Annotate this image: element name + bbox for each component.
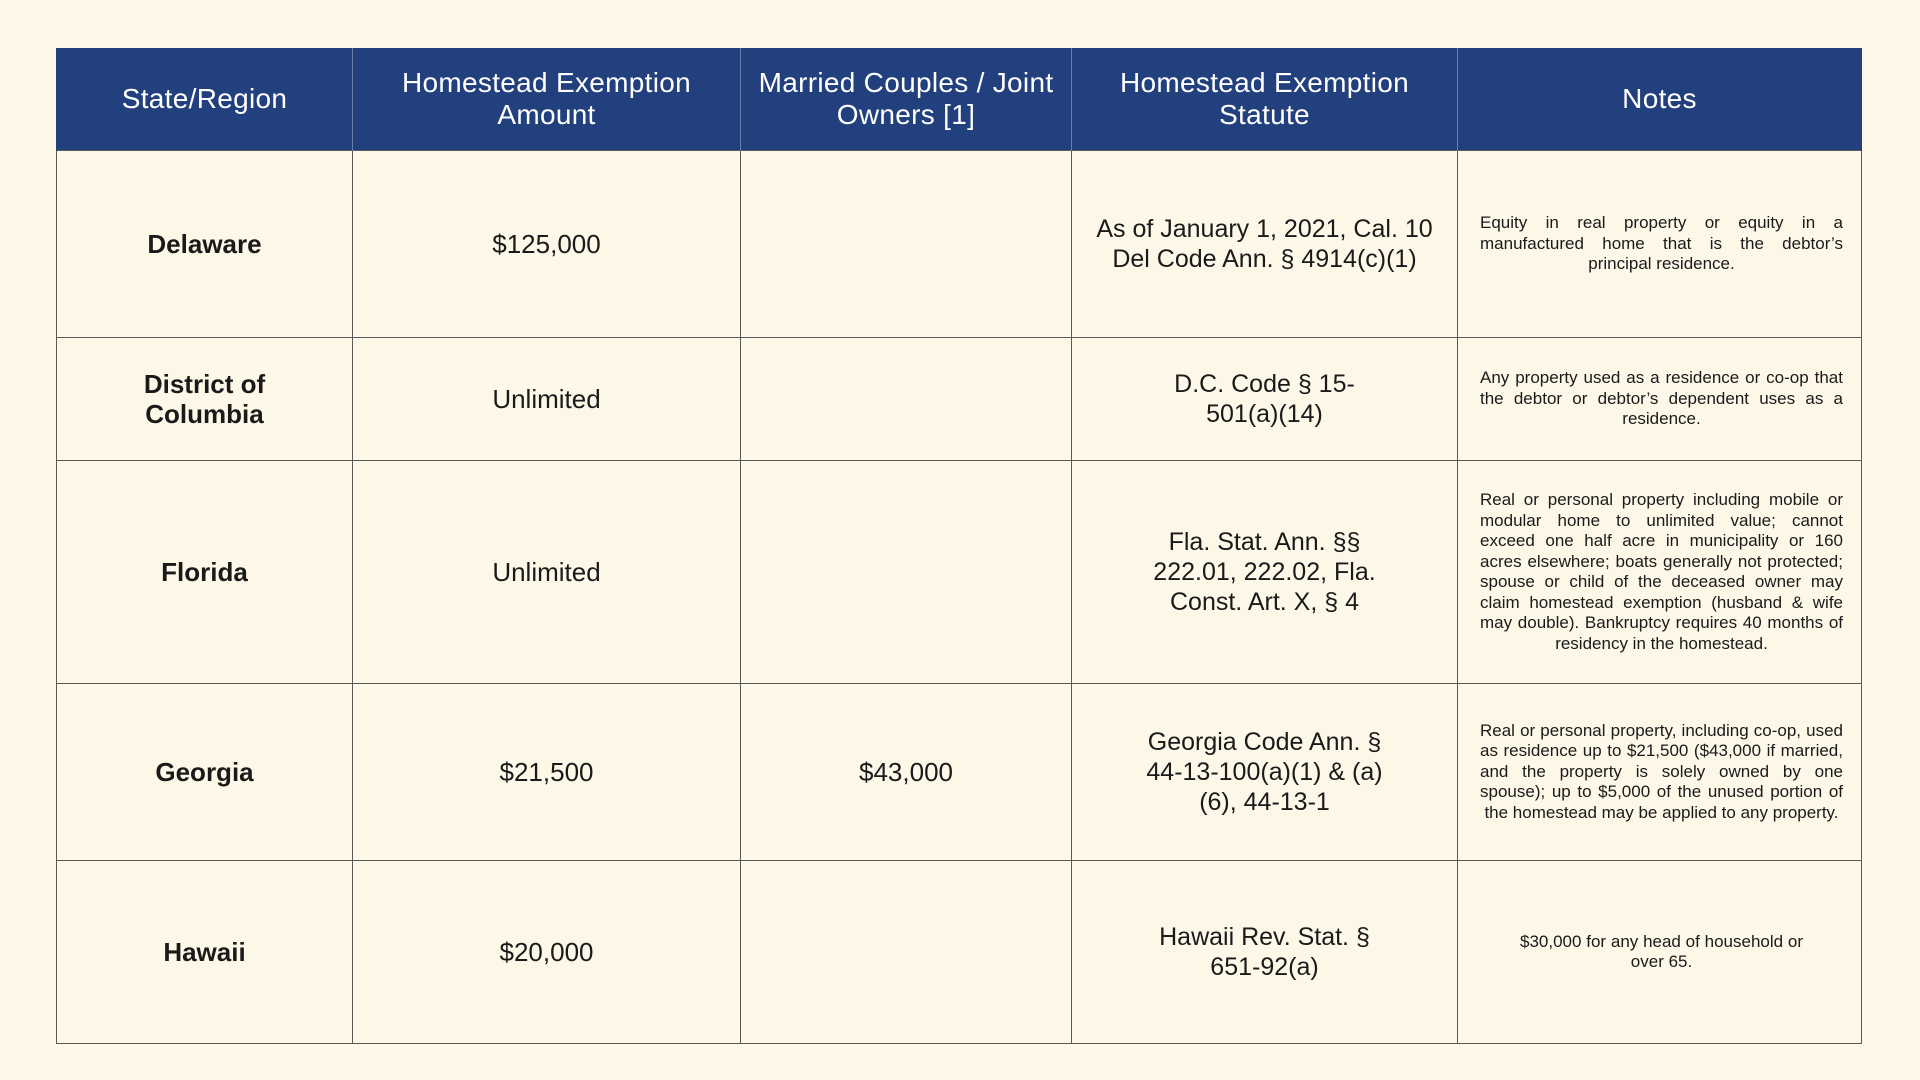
notes-cell — [1458, 684, 1862, 861]
statute-cell — [1072, 461, 1458, 684]
state-cell — [57, 684, 353, 861]
header-exemption-statute: Homestead Exemption Statute — [1072, 48, 1458, 151]
notes-text: Real or personal property, including co-op, used as residence up to $21,500 ($43,000 if married, and the property is solely owned by one spouse); up to $5,000 of the unused portion of the homestead may be applied to any property. — [1480, 720, 1843, 822]
state-cell — [57, 461, 353, 684]
notes-cell — [1458, 151, 1862, 338]
state-name: Hawaii — [163, 937, 246, 967]
header-exemption-amount: Homestead Exemption Amount — [353, 48, 741, 151]
married-cell: $43,000 — [741, 684, 1072, 861]
amount-cell: Unlimited — [353, 338, 741, 461]
table-header — [57, 48, 1862, 151]
notes-cell — [1458, 338, 1862, 461]
statute-cell — [1072, 861, 1458, 1044]
state-name: Florida — [161, 557, 248, 587]
notes-text: Equity in real property or equity in a manufactured home that is the debtor’s principal residence. — [1480, 213, 1843, 274]
married-cell — [741, 151, 1072, 338]
state-cell — [57, 151, 353, 338]
notes-text: $30,000 for any head of household or over 65. — [1520, 931, 1803, 971]
notes-text: Real or personal property including mobile or modular home to unlimited value; cannot exceed one half acre in municipality or 160 acres elsewhere; boats generally not protected; spouse or child of the deceased owner may claim homestead exemption (husband & wife may double). Bankruptcy requires 40 months of residency in the homestead. — [1480, 490, 1843, 653]
table-row — [57, 684, 1862, 861]
amount-cell: $125,000 — [353, 151, 741, 338]
state-name: Delaware — [147, 229, 262, 259]
statute-cell: As of January 1, 2021, Cal. 10 Del Code Ann. § 4914(c)(1) — [1072, 151, 1458, 338]
notes-cell — [1458, 861, 1862, 1044]
state-cell — [57, 338, 353, 461]
notes-cell — [1458, 461, 1862, 684]
statute-text: Georgia Code Ann. § 44-13-100(a)(1) & (a)(6), 44-13-1 — [1146, 728, 1383, 816]
state-name: Georgia — [155, 757, 254, 787]
homestead-exemption-table-wrapper — [56, 48, 1861, 1044]
table-row — [57, 861, 1862, 1044]
amount-cell: $21,500 — [353, 684, 741, 861]
header-state-region: State/Region — [57, 48, 353, 151]
header-notes: Notes — [1458, 48, 1862, 151]
statute-text: D.C. Code § 15-501(a)(14) — [1174, 370, 1355, 428]
homestead-exemption-table — [56, 48, 1862, 1044]
statute-cell — [1072, 684, 1458, 861]
married-cell — [741, 461, 1072, 684]
statute-text: Hawaii Rev. Stat. § 651-92(a) — [1159, 923, 1370, 981]
table-row — [57, 338, 1862, 461]
header-row — [57, 48, 1862, 151]
married-cell — [741, 861, 1072, 1044]
statute-cell — [1072, 338, 1458, 461]
state-cell — [57, 861, 353, 1044]
table-row — [57, 461, 1862, 684]
table-body — [57, 151, 1862, 1044]
married-cell — [741, 338, 1072, 461]
statute-text: Fla. Stat. Ann. §§ 222.01, 222.02, Fla. Const. Art. X, § 4 — [1153, 528, 1376, 616]
amount-cell: $20,000 — [353, 861, 741, 1044]
amount-cell: Unlimited — [353, 461, 741, 684]
notes-text: Any property used as a residence or co-op that the debtor or debtor’s dependent uses as a residence. — [1480, 368, 1843, 429]
state-name: District of Columbia — [143, 369, 266, 429]
table-row — [57, 151, 1862, 338]
header-married-couples: Married Couples / Joint Owners [1] — [741, 48, 1072, 151]
